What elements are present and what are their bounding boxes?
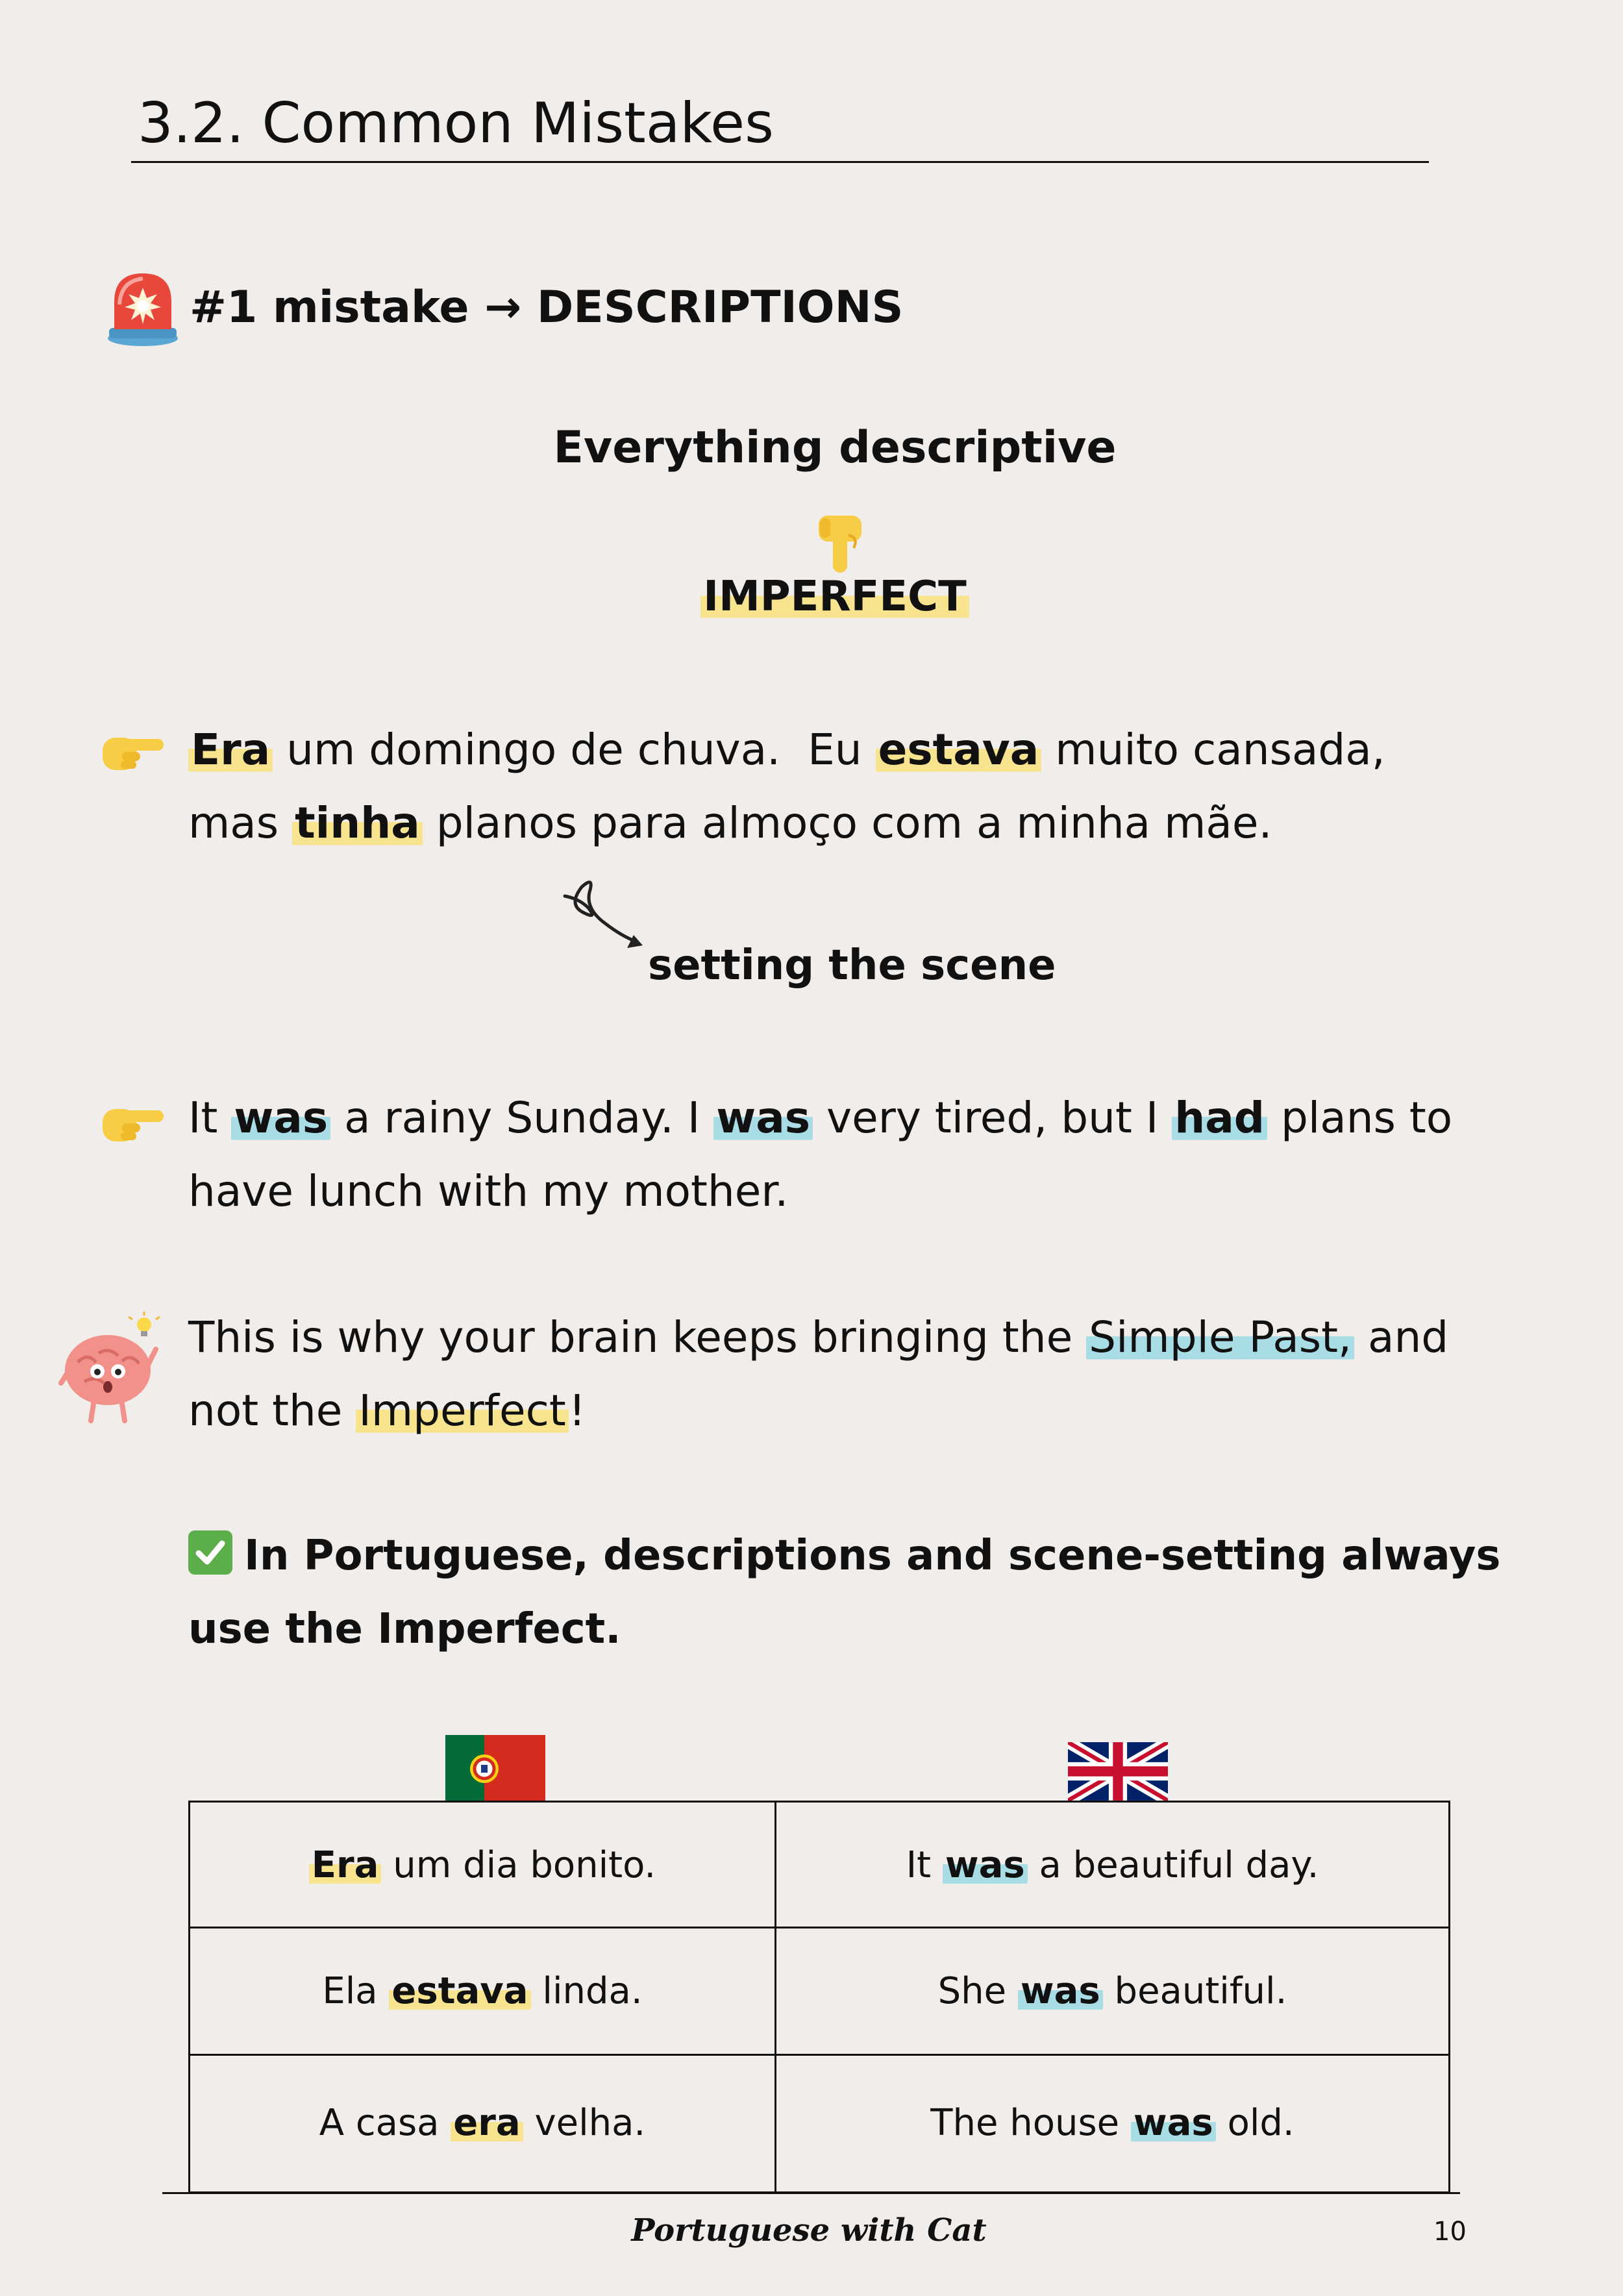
- text-segment: and: [1354, 1312, 1449, 1362]
- text-segment: It: [906, 1843, 943, 1886]
- highlighted-verb: Era: [188, 725, 273, 775]
- text-segment: She: [937, 1969, 1018, 2012]
- english-cell: [776, 2054, 1448, 2191]
- text-segment: A casa: [319, 2102, 451, 2144]
- highlighted-verb: tinha: [292, 798, 423, 848]
- highlighted-verb: was: [943, 1844, 1028, 1886]
- footer-brand: Portuguese with Cat: [631, 2212, 987, 2249]
- highlighted-verb: estava: [876, 725, 1042, 775]
- highlighted-verb: Imperfect: [356, 1386, 568, 1436]
- text-line: [188, 1154, 1519, 1228]
- portuguese-cell: [190, 1927, 776, 2054]
- text-segment: plans to: [1267, 1093, 1453, 1143]
- text-segment: The house: [930, 2102, 1131, 2144]
- text-segment: beautiful.: [1102, 1969, 1287, 2012]
- pointing-right-hand-icon: [99, 1097, 166, 1149]
- text-segment: a beautiful day.: [1027, 1843, 1319, 1886]
- highlighted-verb: was: [713, 1093, 813, 1143]
- setting-the-scene-label: setting the scene: [648, 942, 1056, 990]
- text-segment: It: [188, 1093, 232, 1143]
- portuguese-cell: [190, 2054, 776, 2191]
- table-row: [190, 1927, 1448, 2054]
- text-segment: a rainy Sunday. I: [330, 1093, 714, 1143]
- mistake-label: #1 mistake → DESCRIPTIONS: [190, 281, 904, 333]
- portugal-flag-icon: [445, 1735, 545, 1803]
- title-underline: [131, 161, 1429, 163]
- pointing-right-hand-icon: [99, 726, 166, 778]
- rule-text: In Portuguese, descriptions and scene-setting always use the Imperfect.: [188, 1532, 1501, 1653]
- brain-character-icon: [58, 1310, 175, 1427]
- page-number: 10: [1433, 2217, 1467, 2247]
- mistake-heading: [105, 265, 904, 349]
- text-segment: This is why your brain keeps bringing the: [188, 1312, 1087, 1362]
- text-line: [188, 786, 1519, 860]
- imperfect-heading: [0, 573, 1623, 621]
- text-segment: have lunch with my mother.: [188, 1166, 789, 1216]
- pointing-down-hand-icon: [813, 512, 868, 577]
- highlighted-verb: Simple Past,: [1086, 1312, 1354, 1362]
- text-segment: Ela: [322, 1969, 390, 2012]
- imperfect-highlight: IMPERFECT: [700, 573, 969, 621]
- text-segment: old.: [1215, 2102, 1295, 2144]
- highlighted-verb: estava: [389, 1970, 530, 2012]
- text-line: [188, 1374, 1519, 1447]
- table-row: [190, 2054, 1448, 2191]
- english-cell: [776, 1803, 1448, 1927]
- highlighted-verb: was: [231, 1093, 330, 1143]
- highlighted-verb: Era: [309, 1844, 382, 1886]
- text-segment: very tired, but I: [813, 1093, 1172, 1143]
- brain-note: [188, 1301, 1519, 1447]
- siren-icon: [105, 266, 180, 349]
- descriptive-heading: Everything descriptive: [553, 422, 1117, 473]
- text-segment: linda.: [530, 1969, 643, 2012]
- highlighted-verb: was: [1018, 1970, 1103, 2012]
- text-segment: um dia bonito.: [381, 1843, 656, 1886]
- imperfect-rule: [188, 1519, 1552, 1666]
- text-segment: planos para almoço com a minha mãe.: [422, 798, 1272, 848]
- highlighted-verb: had: [1172, 1093, 1267, 1143]
- portuguese-example: [188, 713, 1519, 860]
- highlighted-verb: was: [1131, 2102, 1216, 2144]
- text-line: [188, 1301, 1519, 1374]
- english-cell: [776, 1927, 1448, 2054]
- text-line: [188, 713, 1519, 786]
- footer-rule: [162, 2192, 1460, 2194]
- table-row: [190, 1803, 1448, 1927]
- text-segment: velha.: [523, 2102, 646, 2144]
- portuguese-cell: [190, 1803, 776, 1927]
- comparison-table: [188, 1801, 1450, 2193]
- text-segment: um domingo de chuva. Eu: [273, 725, 876, 775]
- text-segment: not the: [188, 1386, 356, 1436]
- uk-flag-icon: [1068, 1742, 1168, 1801]
- text-segment: !: [568, 1386, 586, 1436]
- curly-arrow-icon: [560, 875, 650, 953]
- text-line: [188, 1081, 1519, 1154]
- highlighted-verb: era: [451, 2102, 523, 2144]
- page-title: 3.2. Common Mistakes: [138, 91, 774, 156]
- text-segment: muito cansada,: [1041, 725, 1385, 775]
- text-segment: mas: [188, 798, 293, 848]
- check-mark-icon: [188, 1530, 232, 1575]
- english-example: [188, 1081, 1519, 1228]
